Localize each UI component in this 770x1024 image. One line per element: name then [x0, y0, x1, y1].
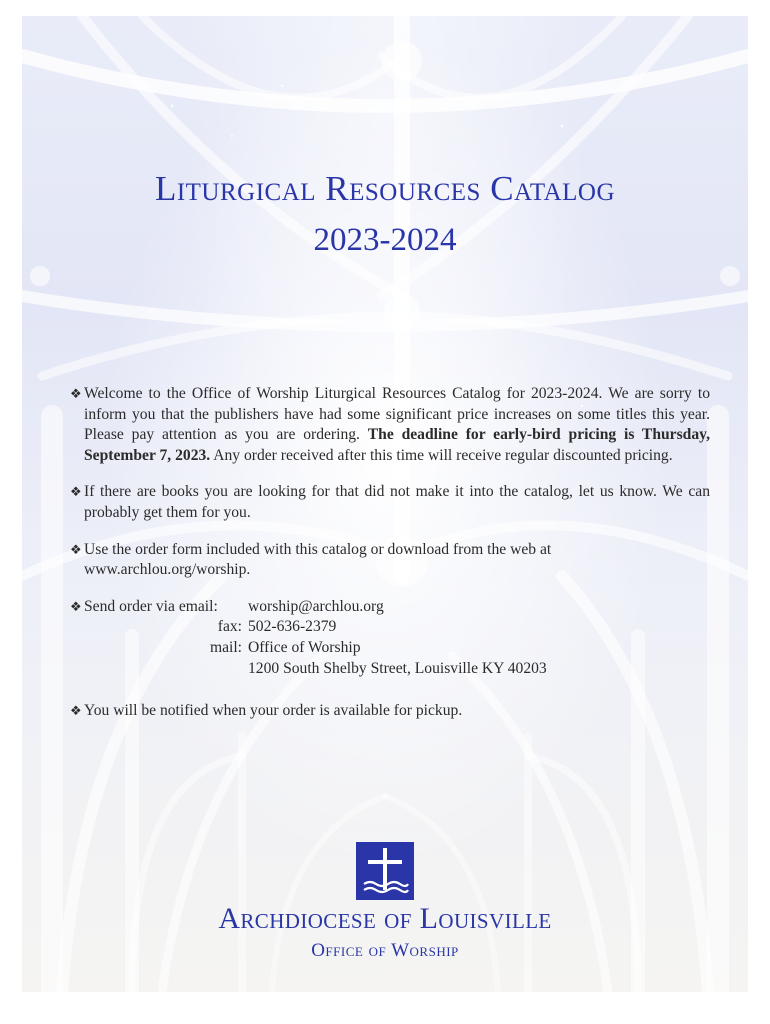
mail-row: [84, 638, 710, 659]
catalog-year: 2023-2024: [313, 222, 457, 258]
welcome-text: Welcome to the Office of Worship Liturgical Resources Catalog for 2023-2024. We are sorry to inform you that the publishers have had some significant price increases on some titles this year. Please pay attention as you are ordering.: [84, 385, 710, 444]
mail-address-row: [84, 659, 710, 680]
mail-recipient: Office of Worship: [248, 638, 361, 656]
mail-address: 1200 South Shelby Street, Louisville KY 40203: [248, 659, 547, 677]
diamond-bullet-icon: ❖: [70, 484, 82, 500]
cover-content: [22, 16, 748, 992]
diamond-bullet-icon: ❖: [70, 703, 82, 719]
info-bullets: [70, 384, 710, 738]
books-text: If there are books you are looking for that did not make it into the catalog, let us know. We can probably get them for you.: [84, 483, 710, 521]
bullet-welcome: [70, 384, 710, 466]
fax-number: 502-636-2379: [248, 618, 337, 636]
bullet-send-order: [70, 597, 710, 679]
email-address: worship@archlou.org: [248, 597, 384, 615]
mail-label: mail:: [209, 638, 242, 656]
diamond-bullet-icon: ❖: [70, 598, 82, 614]
email-row: [84, 597, 710, 618]
email-label: Send order via email:: [84, 597, 218, 615]
office-name: Office of Worship: [311, 940, 459, 961]
fax-row: [84, 617, 710, 638]
bullet-notify: [70, 701, 710, 722]
bullet-books: [70, 482, 710, 523]
catalog-title: Liturgical Resources Catalog: [154, 169, 616, 208]
fax-label: fax:: [217, 618, 242, 636]
diamond-bullet-icon: ❖: [70, 541, 82, 557]
archdiocese-name: Archdiocese of Louisville: [218, 902, 552, 935]
catalog-cover-page: [22, 16, 748, 992]
diamond-bullet-icon: ❖: [70, 386, 82, 401]
notify-text: You will be notified when your order is available for pickup.: [84, 702, 463, 720]
deadline-text: The deadline for early-bird pricing is Thursday, September 7, 2023.: [84, 426, 710, 464]
archdiocese-cross-logo-icon: [356, 842, 414, 900]
bullet-order-form: [70, 540, 710, 581]
welcome-text-after: Any order received after this time will receive regular discounted pricing.: [210, 446, 673, 464]
order-form-text: Use the order form included with this catalog or download from the web at www.archlou.org/worship.: [84, 540, 552, 579]
